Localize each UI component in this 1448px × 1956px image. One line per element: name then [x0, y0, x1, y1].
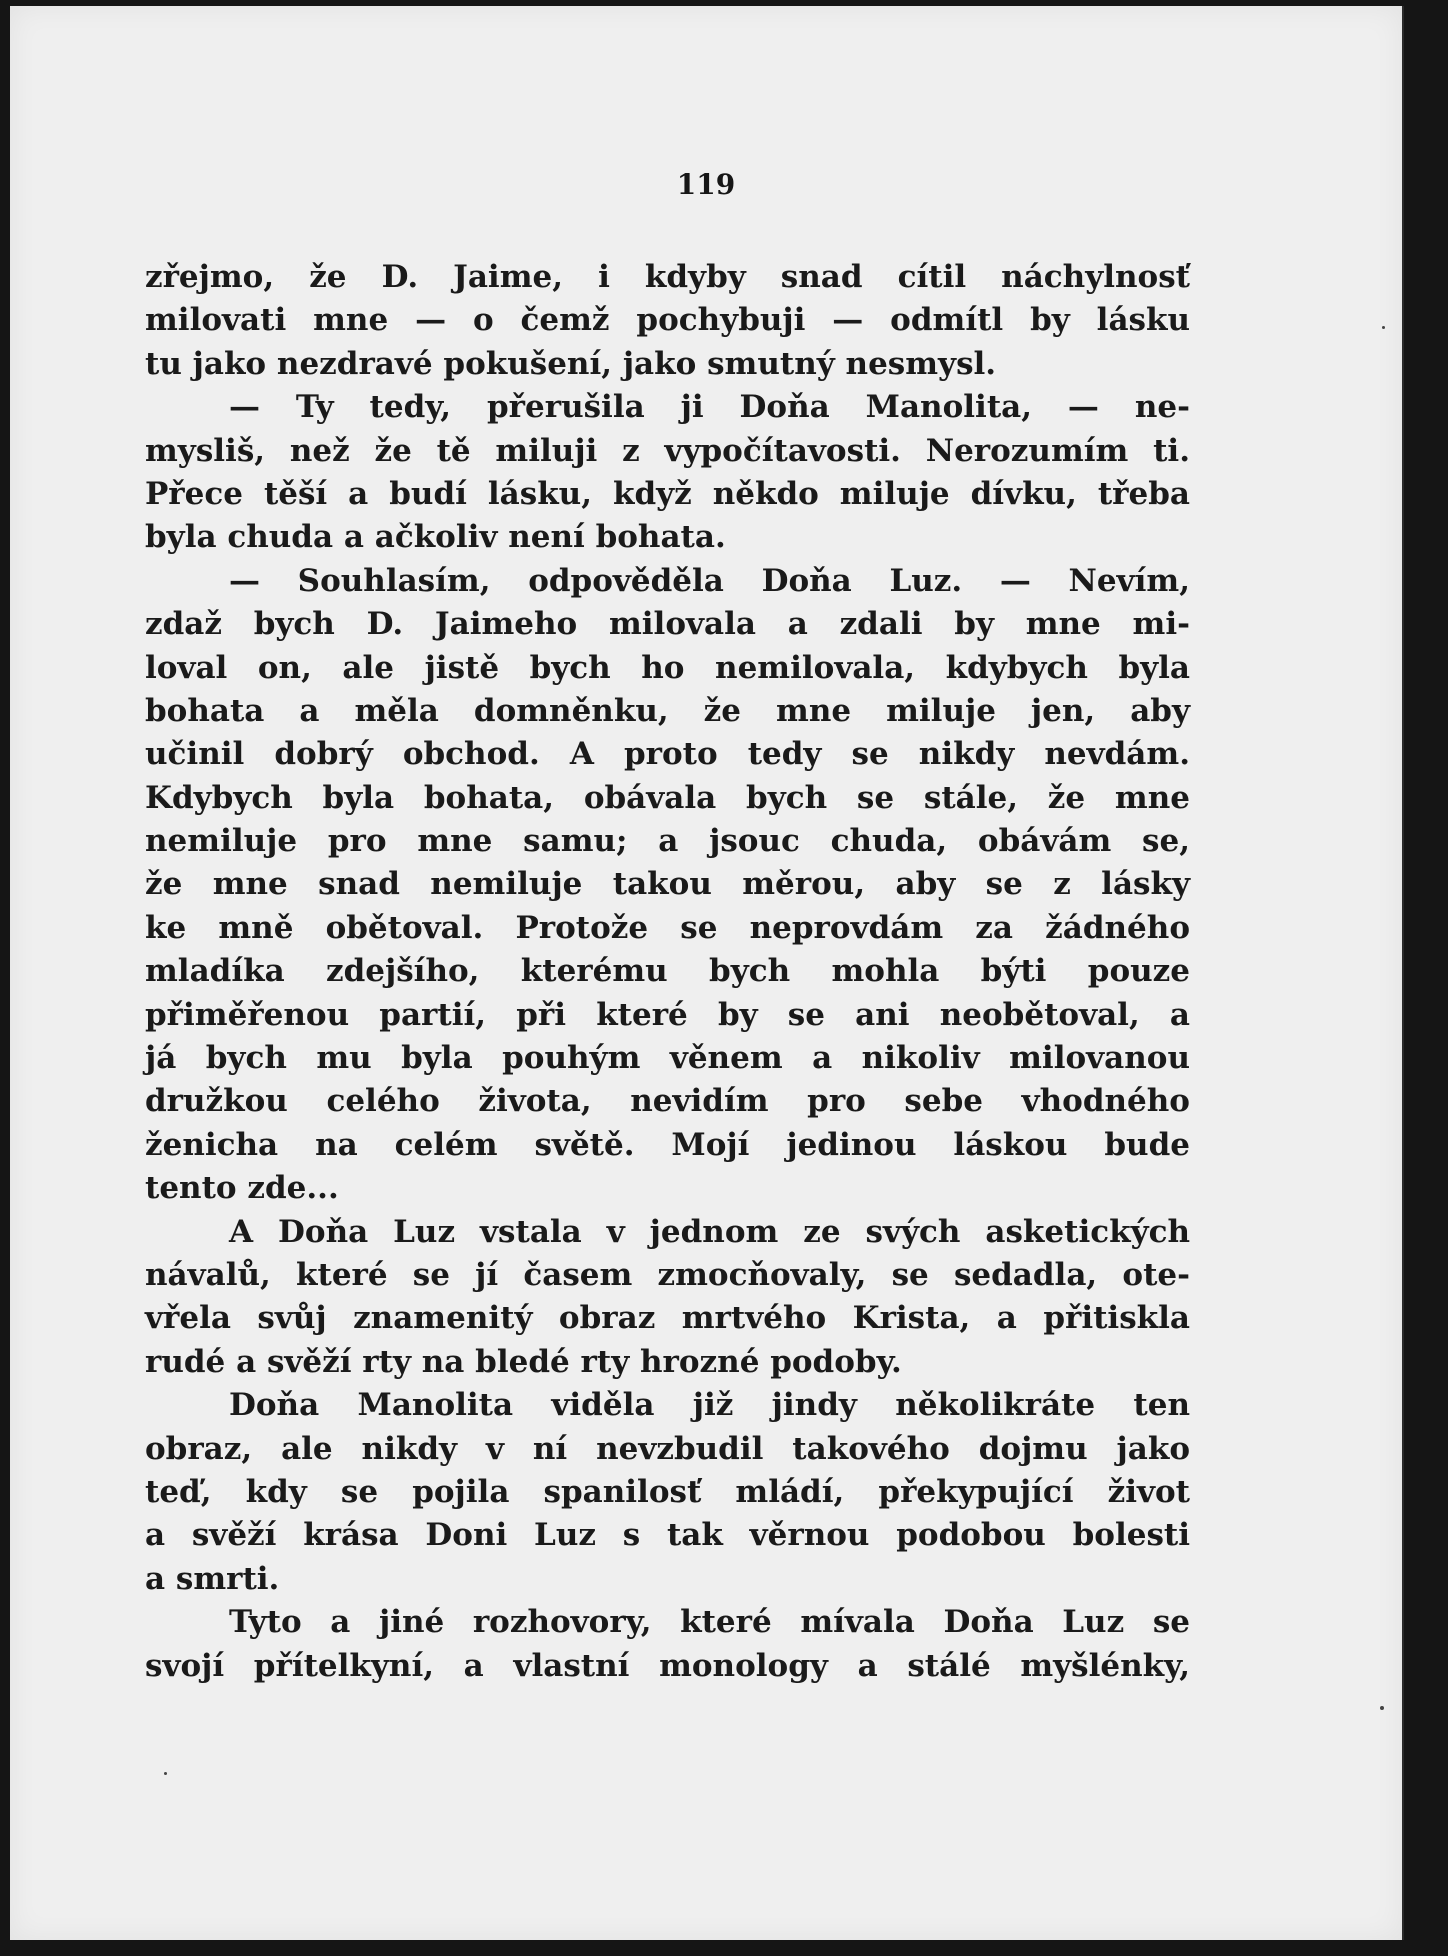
text-line: Přece těší a budí lásku, když někdo miluje dívku, třeba [145, 475, 1190, 512]
text-line: že mne snad nemiluje takou měrou, aby se z lásky [145, 866, 1190, 903]
text-line: loval on, ale jistě bych ho nemilovala, kdybych byla [145, 649, 1190, 686]
text-line: Doňa Manolita viděla již jindy několikráte ten [229, 1387, 1190, 1424]
page-number: 119 [676, 168, 736, 201]
text-line: bohata a měla domněnku, že mne miluje jen, aby [145, 692, 1190, 729]
text-line: A Doňa Luz vstala v jednom ze svých asketických [229, 1213, 1190, 1250]
text-line: — Ty tedy, přerušila ji Doňa Manolita, — ne- [229, 389, 1190, 426]
text-line: mysliš, než že tě miluji z vypočítavosti. Nerozumím ti. [145, 432, 1190, 469]
text-line: milovati mne — o čemž pochybuji — odmítl by lásku [145, 302, 1190, 339]
text-line: nemiluje pro mne samu; a jsouc chuda, obávám se, [145, 823, 1190, 860]
paper-speck [1380, 1706, 1384, 1710]
text-line: tento zde... [145, 1170, 339, 1207]
text-line: přiměřenou partií, při které by se ani neobětoval, a [145, 996, 1190, 1033]
text-line: tu jako nezdravé pokušení, jako smutný nesmysl. [145, 345, 997, 382]
book-page [10, 6, 1404, 1940]
text-line: rudé a svěží rty na bledé rty hrozné podoby. [145, 1343, 902, 1380]
text-line: zřejmo, že D. Jaime, i kdyby snad cítil náchylnosť [145, 259, 1190, 295]
text-line: zdaž bych D. Jaimeho milovala a zdali by mne mi- [145, 606, 1190, 643]
text-line: — Souhlasím, odpověděla Doňa Luz. — Nevím, [229, 562, 1190, 599]
text-line: svojí přítelkyní, a vlastní monology a stálé myšlénky, [145, 1647, 1190, 1684]
text-line: Tyto a jiné rozhovory, které mívala Doňa Luz se [229, 1604, 1190, 1641]
text-line: byla chuda a ačkoliv není bohata. [145, 519, 726, 556]
text-line: Kdybych byla bohata, obávala bych se stále, že mne [145, 779, 1190, 816]
text-line: ke mně obětoval. Protože se neprovdám za žádného [145, 909, 1190, 946]
text-line: návalů, které se jí časem zmocňovaly, se sedadla, ote- [145, 1256, 1190, 1293]
text-line: teď, kdy se pojila spanilosť mládí, překypující život [145, 1473, 1190, 1510]
text-line: a svěží krása Doni Luz s tak věrnou podobou bolesti [145, 1517, 1190, 1554]
text-line: družkou celého života, nevidím pro sebe vhodného [145, 1083, 1190, 1120]
body-text [145, 256, 1190, 1688]
text-line: obraz, ale nikdy v ní nevzbudil takového dojmu jako [145, 1430, 1190, 1467]
text-line: já bych mu byla pouhým věnem a nikoliv milovanou [145, 1040, 1190, 1077]
paper-speck [1382, 326, 1385, 329]
text-line: mladíka zdejšího, kterému bych mohla býti pouze [145, 953, 1190, 990]
text-line: vřela svůj znamenitý obraz mrtvého Krista, a přitiskla [145, 1300, 1190, 1337]
text-line: ženicha na celém světě. Mojí jedinou láskou bude [145, 1126, 1190, 1163]
text-line: a smrti. [145, 1560, 280, 1597]
paper-speck [164, 1772, 167, 1775]
text-line: učinil dobrý obchod. A proto tedy se nikdy nevdám. [145, 736, 1190, 773]
